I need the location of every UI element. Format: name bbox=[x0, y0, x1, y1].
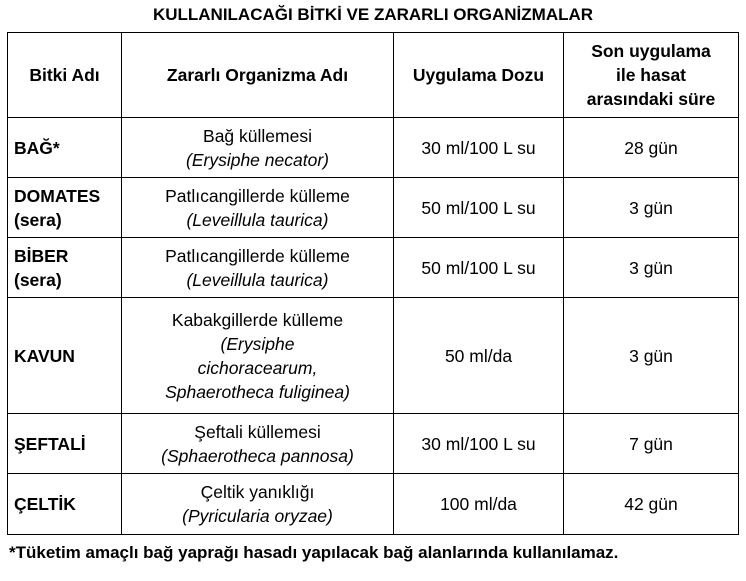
header-interval bbox=[564, 33, 739, 118]
dose-cell: 50 ml/100 L su bbox=[394, 238, 564, 298]
header-interval-line3: arasındaki süre bbox=[586, 89, 716, 109]
header-interval-line2: ile hasat bbox=[615, 65, 687, 85]
plant-qualifier: (sera) bbox=[14, 269, 62, 290]
pest-scientific-name-line1: (Erysiphe bbox=[220, 333, 295, 354]
header-interval-line1: Son uygulama bbox=[591, 41, 711, 61]
pest-name: Patlıcangillerde külleme bbox=[165, 185, 350, 206]
dose-cell: 100 ml/da bbox=[394, 474, 564, 535]
pest-scientific-name: (Leveillula taurica) bbox=[186, 209, 329, 230]
dose-cell: 30 ml/100 L su bbox=[394, 118, 564, 178]
plant-pest-table bbox=[7, 32, 739, 535]
plant-name: DOMATES bbox=[14, 185, 101, 206]
plant-name: KAVUN bbox=[8, 298, 122, 414]
plant-name: BİBER bbox=[14, 245, 69, 266]
pest-cell bbox=[122, 298, 394, 414]
table-header-row bbox=[8, 33, 739, 118]
table-row bbox=[8, 118, 739, 178]
header-dose: Uygulama Dozu bbox=[394, 33, 564, 118]
pest-scientific-name: (Sphaerotheca pannosa) bbox=[161, 445, 354, 466]
header-plant: Bitki Adı bbox=[8, 33, 122, 118]
pest-scientific-name: (Leveillula taurica) bbox=[186, 269, 329, 290]
pest-cell bbox=[122, 474, 394, 535]
plant-qualifier: (sera) bbox=[14, 209, 62, 230]
pest-cell bbox=[122, 118, 394, 178]
header-pest: Zararlı Organizma Adı bbox=[122, 33, 394, 118]
plant-name: BAĞ* bbox=[8, 118, 122, 178]
pest-scientific-name: (Pyricularia oryzae) bbox=[182, 506, 333, 526]
pest-cell bbox=[122, 414, 394, 474]
pest-name: Şeftali küllemesi bbox=[194, 421, 321, 442]
pest-name: Patlıcangillerde külleme bbox=[165, 245, 350, 266]
interval-cell: 42 gün bbox=[564, 474, 739, 535]
pest-scientific-name-line2: cichoracearum, bbox=[197, 357, 318, 378]
table-row bbox=[8, 178, 739, 238]
pest-name: Çeltik yanıklığı bbox=[200, 482, 315, 502]
interval-cell: 3 gün bbox=[564, 298, 739, 414]
pest-name: Bağ küllemesi bbox=[203, 125, 312, 146]
pest-name: Kabakgillerde külleme bbox=[171, 309, 344, 330]
table-row bbox=[8, 298, 739, 414]
dose-cell: 50 ml/100 L su bbox=[394, 178, 564, 238]
table-row bbox=[8, 238, 739, 298]
interval-cell: 28 gün bbox=[564, 118, 739, 178]
table-row bbox=[8, 474, 739, 535]
interval-cell: 7 gün bbox=[564, 414, 739, 474]
pest-scientific-name: (Erysiphe necator) bbox=[186, 149, 329, 170]
dose-cell: 30 ml/100 L su bbox=[394, 414, 564, 474]
plant-name-cell bbox=[8, 178, 122, 238]
pest-cell bbox=[122, 238, 394, 298]
dose-cell: 50 ml/da bbox=[394, 298, 564, 414]
plant-name-cell bbox=[8, 238, 122, 298]
pest-cell bbox=[122, 178, 394, 238]
interval-cell: 3 gün bbox=[564, 178, 739, 238]
plant-name: ŞEFTALİ bbox=[8, 414, 122, 474]
interval-cell: 3 gün bbox=[564, 238, 739, 298]
plant-name: ÇELTİK bbox=[8, 474, 122, 535]
table-row bbox=[8, 414, 739, 474]
pest-scientific-name-line3: Sphaerotheca fuliginea) bbox=[165, 381, 350, 402]
table-title: KULLANILACAĞI BİTKİ VE ZARARLI ORGANİZMALAR bbox=[152, 5, 594, 24]
footnote: *Tüketim amaçlı bağ yaprağı hasadı yapılacak bağ alanlarında kullanılamaz. bbox=[9, 543, 619, 562]
